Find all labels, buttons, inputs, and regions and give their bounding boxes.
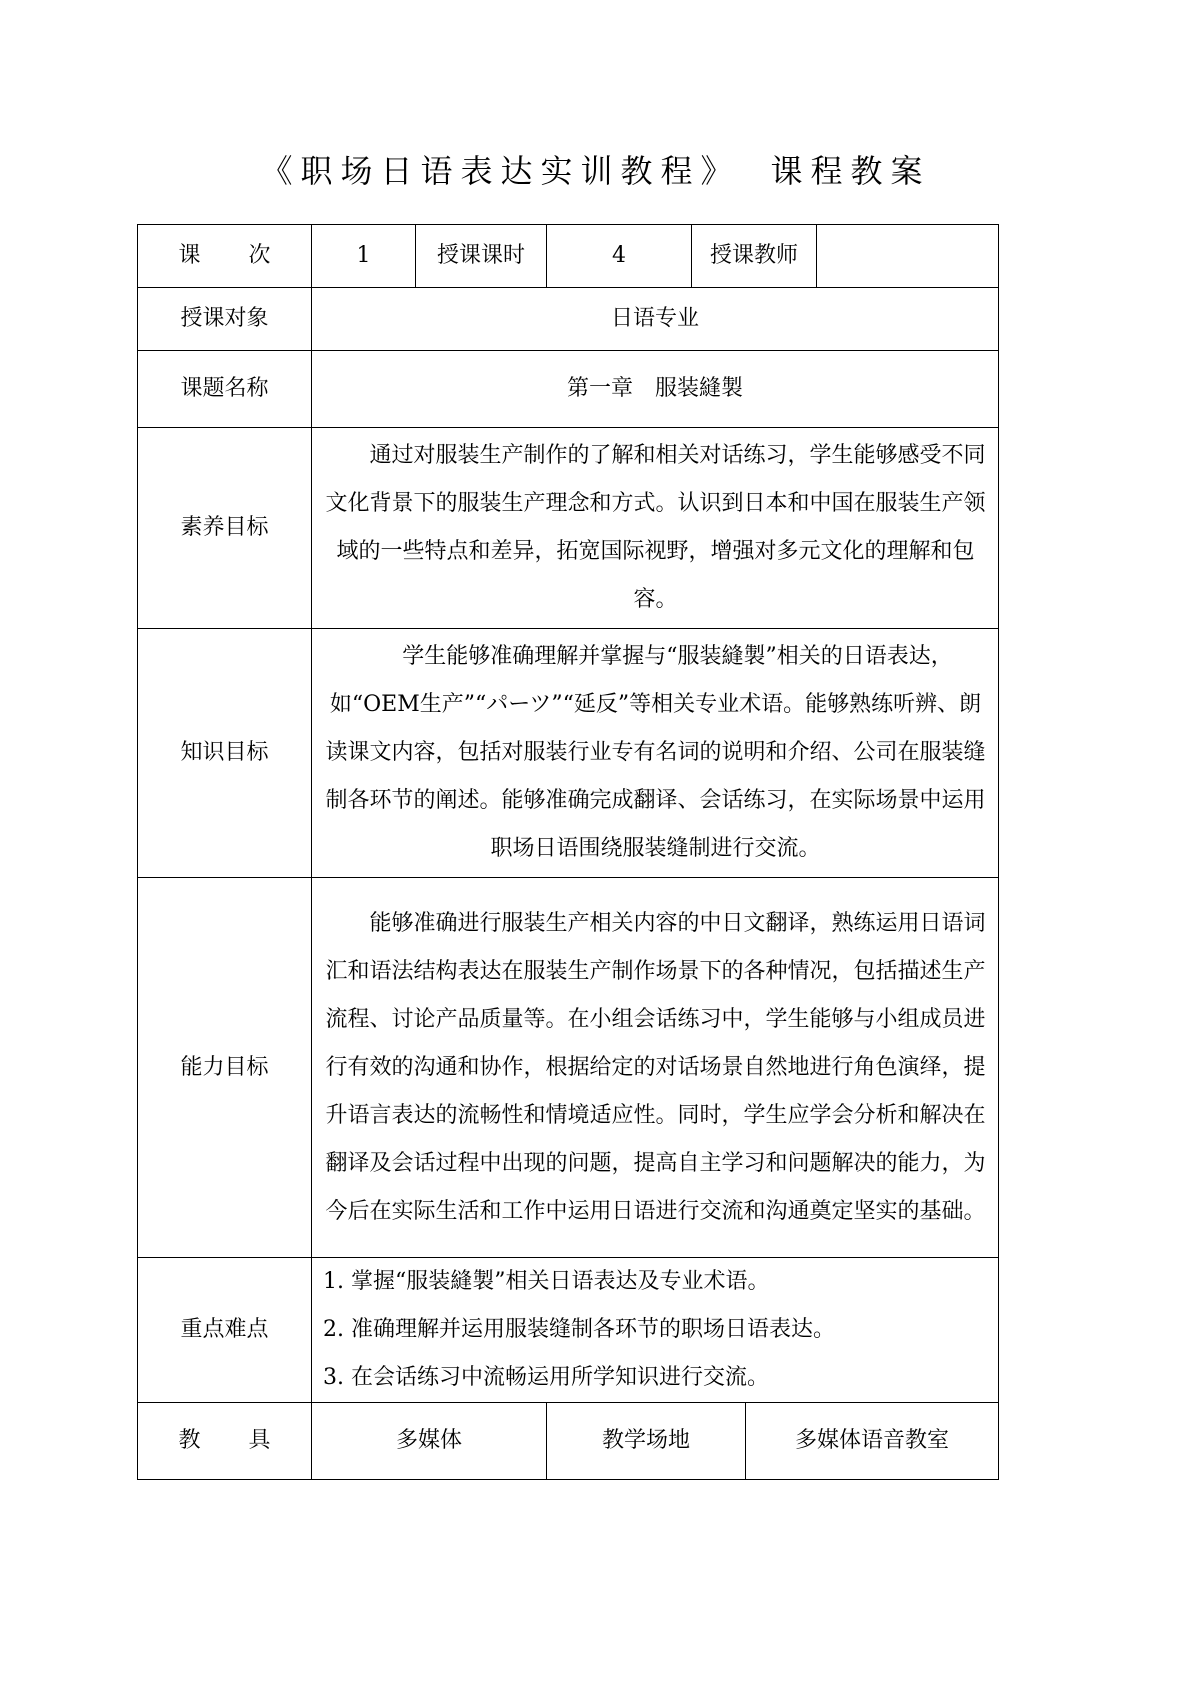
key-point-item: 3. 在会话练习中流畅运用所学知识进行交流。	[323, 1365, 769, 1390]
key-point-item: 2. 准确理解并运用服装缝制各环节的职场日语表达。	[323, 1317, 835, 1342]
lesson-label-cell	[138, 225, 312, 288]
hours-value: 4	[612, 243, 626, 268]
venue-value-cell	[746, 1403, 999, 1480]
ability-goal-text: 能够准确进行服装生产相关内容的中日文翻译，熟练运用日语词汇和语法结构表达在服装生产制作场景下的各种情况，包括描述生产流程、讨论产品质量等。在小组会话练习中，学生能够与小组成员进行有效的沟通和协作，根据给定的对话场景自然地进行角色演绎，提升语言表达的流畅性和情境适应性。同时，学生应学会分析和解决在翻译及会话过程中出现的问题，提高自主学习和问题解决的能力，为今后在实际生活和工作中运用日语进行交流和沟通奠定坚实的基础。	[325, 910, 986, 1224]
audience-row	[138, 288, 999, 351]
ability-goal-label-cell	[138, 878, 312, 1258]
topic-value: 第一章 服装縫製	[567, 376, 744, 401]
audience-value-cell	[312, 288, 999, 351]
title-main: 《职场日语表达实训教程》	[260, 152, 741, 190]
lesson-value: 1	[356, 243, 371, 268]
hours-value-cell	[547, 225, 692, 288]
venue-label: 教学场地	[601, 1428, 690, 1453]
tools-row	[138, 1403, 999, 1480]
header-row	[138, 225, 999, 288]
knowledge-goal-row	[138, 629, 999, 878]
literacy-goal-label-cell	[138, 428, 312, 629]
title-suffix: 课程教案	[770, 152, 931, 190]
ability-goal-row	[138, 878, 999, 1258]
teacher-value-cell	[817, 225, 999, 288]
teacher-label: 授课教师	[710, 243, 799, 268]
key-point-item: 1. 掌握“服装縫製”相关日语表达及专业术语。	[323, 1269, 770, 1294]
venue-label-cell	[547, 1403, 746, 1480]
topic-label-cell	[138, 351, 312, 428]
lesson-value-cell	[312, 225, 416, 288]
tools-value-cell	[312, 1403, 547, 1480]
audience-value: 日语专业	[611, 306, 700, 331]
topic-value-cell	[312, 351, 999, 428]
literacy-goal-label: 素养目标	[180, 515, 269, 540]
venue-value: 多媒体语音教室	[795, 1428, 950, 1453]
literacy-goal-text-cell	[312, 428, 999, 629]
audience-label: 授课对象	[180, 306, 269, 331]
page-title	[0, 146, 1191, 192]
literacy-goal-text: 通过对服装生产制作的了解和相关对话练习，学生能够感受不同文化背景下的服装生产理念和方式。认识到日本和中国在服装生产领域的一些特点和差异，拓宽国际视野，增强对多元文化的理解和包容。	[325, 443, 986, 612]
literacy-goal-row	[138, 428, 999, 629]
topic-row	[138, 351, 999, 428]
tools-label-cell	[138, 1403, 312, 1480]
knowledge-goal-text-cell	[312, 629, 999, 878]
key-points-list	[312, 1258, 999, 1403]
teacher-label-cell	[692, 225, 817, 288]
tools-value: 多媒体	[395, 1428, 462, 1453]
hours-label: 授课课时	[436, 243, 525, 268]
lesson-plan-table	[137, 224, 999, 1480]
tools-label: 教 具	[178, 1428, 271, 1453]
knowledge-goal-label: 知识目标	[180, 740, 269, 765]
topic-label: 课题名称	[180, 376, 269, 401]
knowledge-goal-text: 学生能够准确理解并掌握与“服装縫製”相关的日语表达，如“OEM生产”“パーツ”“延反”等相关专业术语。能够熟练听辨、朗读课文内容，包括对服装行业专有名词的说明和介绍、公司在服装缝制各环节的阐述。能够准确完成翻译、会话练习，在实际场景中运用职场日语围绕服装缝制进行交流。	[325, 644, 986, 861]
key-points-label-cell	[138, 1258, 312, 1403]
key-points-label: 重点难点	[180, 1317, 269, 1342]
ability-goal-text-cell	[312, 878, 999, 1258]
audience-label-cell	[138, 288, 312, 351]
lesson-label: 课 次	[178, 243, 271, 268]
knowledge-goal-label-cell	[138, 629, 312, 878]
key-points-row	[138, 1258, 999, 1403]
hours-label-cell	[416, 225, 547, 288]
ability-goal-label: 能力目标	[180, 1054, 269, 1080]
